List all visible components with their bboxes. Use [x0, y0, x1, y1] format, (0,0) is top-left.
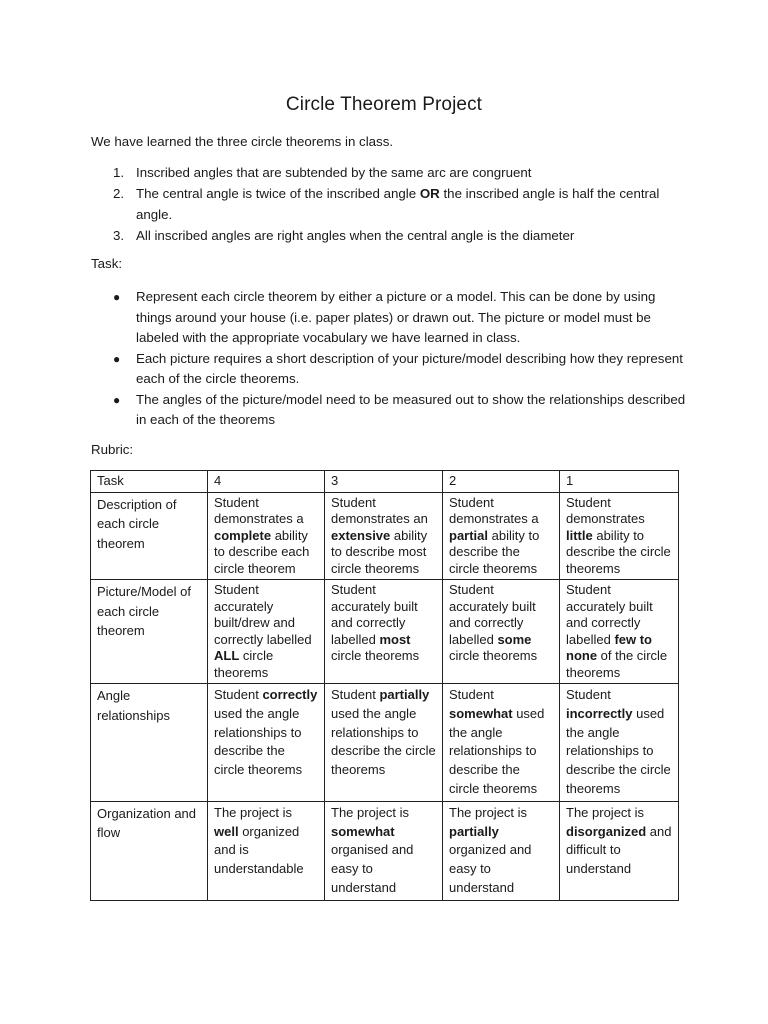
theorem-text-start: The central angle is twice of the inscribed angle: [136, 186, 420, 201]
theorem-text: All inscribed angles are right angles when the central angle is the diameter: [136, 228, 575, 243]
row-task-cell: Organization and flow: [91, 801, 208, 900]
cell-emphasis: complete: [214, 527, 272, 543]
cell-emphasis: somewhat: [331, 823, 395, 839]
table-row: [91, 801, 679, 900]
task-item: [91, 349, 691, 390]
cell-text: ability to describe the circle theorems: [449, 527, 540, 576]
rubric-cell: [443, 580, 560, 684]
cell-text: Student: [566, 687, 611, 702]
cell-emphasis: correctly: [262, 687, 318, 702]
task-text: Represent each circle theorem by either a picture or a model. This can be done by using things around your house (i.e. paper plates) or drawn out. The picture or model must be labeled with the appropriate vocabulary we have learned in class.: [136, 289, 656, 345]
rubric-cell: [325, 492, 443, 580]
rubric-cell: [443, 801, 560, 900]
bullet-icon: ●: [113, 351, 121, 366]
intro-text: We have learned the three circle theorems in class.: [91, 134, 394, 149]
cell-emphasis: somewhat: [449, 705, 513, 721]
cell-emphasis: partially: [449, 823, 499, 839]
page-title: Circle Theorem Project: [285, 94, 483, 115]
rubric-cell: [325, 801, 443, 900]
theorem-item: [91, 183, 691, 225]
cell-text: of the circle theorems: [566, 648, 668, 680]
rubric-cell: [560, 580, 679, 684]
cell-text: The project is: [214, 804, 293, 820]
cell-text: Student: [449, 687, 494, 702]
cell-text: used the angle relationships to describe the circle theorems: [566, 705, 671, 796]
cell-emphasis: disorganized: [566, 823, 647, 839]
cell-emphasis: few to none: [566, 631, 652, 663]
table-row: [91, 684, 679, 802]
rubric-cell: [208, 801, 325, 900]
cell-text: Student accurately built and correctly labelled: [566, 582, 653, 647]
rubric-cell: [560, 492, 679, 580]
theorem-item: [91, 225, 691, 246]
task-text: The angles of the picture/model need to be measured out to show the relationships described in each of the theorems: [136, 391, 686, 427]
cell-text: Student demonstrates a: [449, 494, 539, 526]
rubric-cell: [443, 492, 560, 580]
cell-text: circle theorems: [331, 648, 420, 663]
list-number: 1.: [113, 165, 125, 180]
cell-text: and difficult to understand: [566, 823, 672, 877]
cell-text: ability to describe each circle theorem: [214, 527, 310, 576]
task-item: [91, 390, 691, 431]
theorem-emphasis: OR: [419, 186, 440, 201]
task-label: Task:: [91, 256, 123, 271]
header-cell: 4: [208, 471, 325, 493]
cell-emphasis: partially: [379, 687, 430, 702]
cell-text: used the angle relationships to describe the circle theorems: [449, 705, 545, 796]
theorem-text: Inscribed angles that are subtended by the same arc are congruent: [136, 165, 532, 180]
cell-emphasis: incorrectly: [566, 705, 633, 721]
rubric-cell: [208, 684, 325, 802]
rubric-cell: [325, 684, 443, 802]
bullet-icon: ●: [113, 392, 121, 407]
cell-text: used the angle relationships to describe the circle theorems: [331, 705, 436, 778]
list-number: 2.: [113, 186, 125, 201]
cell-text: ability to describe the circle theorems: [566, 527, 671, 576]
cell-text: The project is: [449, 804, 528, 820]
cell-text: Student demonstrates a: [214, 494, 304, 526]
header-cell: Task: [91, 471, 208, 493]
cell-emphasis: most: [379, 631, 411, 647]
header-cell: 2: [443, 471, 560, 493]
list-number: 3.: [113, 228, 125, 243]
cell-text: organized and is understandable: [214, 823, 304, 877]
cell-text: Student accurately built/drew and correctly labelled: [214, 582, 312, 647]
header-cell: 3: [325, 471, 443, 493]
theorem-list: [91, 162, 691, 246]
task-list: [91, 287, 691, 431]
cell-emphasis: little: [566, 527, 593, 543]
cell-text: Student demonstrates an: [331, 494, 428, 526]
theorem-item: [91, 162, 691, 183]
table-row: [91, 580, 679, 684]
cell-text: organized and easy to understand: [449, 842, 532, 895]
rubric-cell: [560, 801, 679, 900]
row-task-cell: Picture/Model of each circle theorem: [91, 580, 208, 684]
cell-emphasis: extensive: [331, 527, 391, 543]
cell-text: The project is: [566, 804, 645, 820]
bullet-icon: ●: [113, 290, 121, 304]
cell-text: Student: [331, 687, 380, 702]
rubric-cell: [208, 492, 325, 580]
cell-text: organised and easy to understand: [331, 842, 414, 895]
table-header-row: [91, 471, 679, 493]
cell-emphasis: ALL: [214, 648, 240, 663]
rubric-cell: [560, 684, 679, 802]
cell-text: used the angle relationships to describe the circle theorems: [214, 705, 303, 778]
cell-text: circle theorems: [214, 648, 274, 680]
rubric-cell: [325, 580, 443, 684]
row-task-cell: Angle relationships: [91, 684, 208, 802]
cell-text: Student demonstrates: [566, 494, 645, 526]
cell-text: Student accurately built and correctly labelled: [449, 582, 536, 647]
cell-emphasis: partial: [449, 527, 489, 543]
cell-text: Student: [214, 687, 263, 702]
task-item: [91, 287, 691, 349]
cell-text: circle theorems: [449, 648, 538, 663]
theorem-text-end: the inscribed angle is half the central angle.: [136, 186, 660, 222]
rubric-label: Rubric:: [91, 442, 134, 457]
table-row: [91, 492, 679, 580]
rubric-table: [90, 470, 679, 901]
row-task-cell: Description of each circle theorem: [91, 492, 208, 580]
cell-text: Student accurately built and correctly labelled: [331, 582, 418, 647]
cell-text: The project is: [331, 804, 410, 820]
cell-emphasis: well: [214, 823, 239, 839]
task-text: Each picture requires a short description of your picture/model describing how they represent each of the circle theorems.: [136, 350, 683, 386]
header-cell: 1: [560, 471, 679, 493]
cell-emphasis: some: [497, 631, 532, 647]
rubric-cell: [208, 580, 325, 684]
rubric-cell: [443, 684, 560, 802]
cell-text: ability to describe most circle theorems: [331, 527, 428, 576]
